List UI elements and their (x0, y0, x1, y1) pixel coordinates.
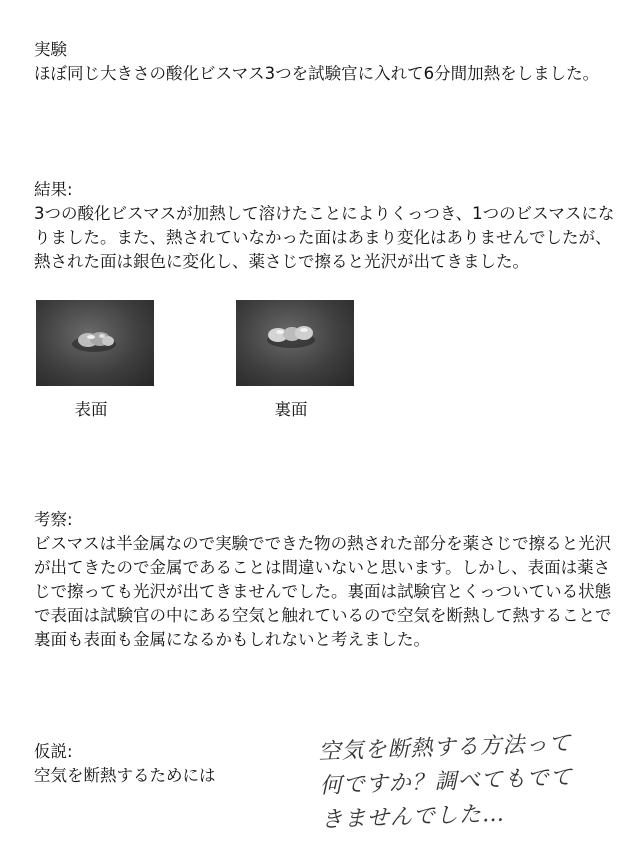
handwritten-note-line: きませんでした… (320, 801, 506, 833)
experiment-section (34, 38, 619, 86)
hypothesis-body: 空気を断熱するためには (34, 766, 216, 785)
result-body: 3つの酸化ビスマスが加熱して溶けたことによりくっつき、1つのビスマスになりました。また、熱されていなかった面はあまり変化はありませんでしたが、熱された面は銀色に変化し、薬さじで擦ると光沢が出てきました。 (34, 204, 615, 271)
result-section (34, 178, 619, 274)
handwritten-note-line: 空気を断熱する方法って (318, 731, 572, 765)
discussion-section (34, 508, 619, 652)
bismuth-back-photo (236, 300, 354, 386)
front-caption: 表面 (74, 400, 108, 419)
bismuth-front-photo (36, 300, 154, 386)
result-heading: 結果: (34, 180, 73, 199)
experiment-body: ほぼ同じ大きさの酸化ビスマス3つを試験官に入れて6分間加熱をしました。 (34, 64, 600, 83)
discussion-body: ビスマスは半金属なので実験でできた物の熱された部分を薬さじで擦ると光沢が出てきたので金属であることは間違いないと思います。しかし、表面は薬さじで擦っても光沢が出てきませんでした。裏面は試験官とくっついている状態で表面は試験官の中にある空気と触れているので空気を断熱して熱することで裏面も表面も金属になるかもしれないと考えました。 (34, 534, 612, 649)
handwritten-note-line: 何ですか？調べてもでて (319, 765, 574, 799)
handwritten-note (318, 726, 621, 838)
hypothesis-heading: 仮説: (34, 742, 73, 761)
experiment-heading: 実験 (34, 40, 67, 59)
discussion-heading: 考察: (34, 510, 73, 529)
back-caption: 裏面 (274, 400, 308, 419)
